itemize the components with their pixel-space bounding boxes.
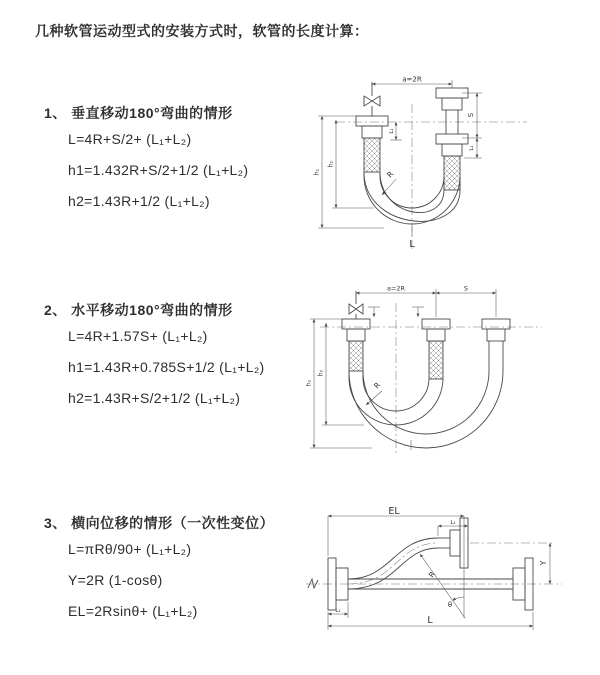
dim-label-l1: L₁ [450,520,456,526]
dim-label-s: S [467,112,475,118]
formula-line: h2=1.43R+1/2 (L₁+L₂) [68,193,210,209]
dimension-lines [328,516,550,630]
section-1-heading: 1、 垂直移动180°弯曲的情形 [44,105,233,121]
dim-label-l: L [427,615,433,626]
diagram-lateral-displacement [300,506,595,656]
dim-label-s: S [463,284,469,293]
formula-line: h1=1.43R+0.785S+1/2 (L₁+L₂) [68,359,265,375]
dim-label-l1: L₁ [335,608,341,614]
section-2-heading: 2、 水平移动180°弯曲的情形 [44,302,233,318]
centerline-break-mark [308,579,318,588]
formula-line: EL=2Rsinθ+ (L₁+L₂) [68,603,198,619]
flange-right [436,88,468,190]
flange-right [482,319,510,341]
valve-icon [349,291,363,319]
formula-line: L=4R+S/2+ (L₁+L₂) [68,131,192,147]
diagram-vertical-180-bend [312,76,587,254]
flange-middle [422,319,450,379]
dim-label-h1: h₁ [313,168,321,176]
section-3-heading: 3、 横向位移的情形（一次性变位） [44,515,275,531]
flange-left [356,116,388,172]
dim-label-y: Y [539,560,548,566]
dim-label-theta: θ [447,601,453,609]
dimension-lines [310,289,496,450]
page-title: 几种软管运动型式的安装方式时，软管的长度计算： [35,23,369,39]
dim-label-a2r: a=2R [386,284,406,293]
dim-label-l: L [409,239,415,250]
dim-label-h1: h₁ [306,379,313,387]
formula-line: h2=1.43R+S/2+1/2 (L₁+L₂) [68,390,241,406]
formula-line: Y=2R (1-cosθ) [68,572,163,588]
formula-line: L=πRθ/90+ (L₁+L₂) [68,541,192,557]
dim-label-h2: h₂ [327,160,335,168]
hose-s-curve [348,538,438,589]
formula-line: L=4R+1.57S+ (L₁+L₂) [68,328,208,344]
valve-icon [364,82,380,116]
dim-label-r: R [385,169,396,180]
dim-label-el: EL [388,506,400,517]
dim-label-r: R [372,380,383,391]
section-3-formulas [68,534,198,627]
section-2-formulas [68,321,265,414]
formula-line: h1=1.432R+S/2+1/2 (L₁+L₂) [68,162,249,178]
dim-label-a2r: a=2R [402,76,422,84]
section-1-formulas [68,124,248,217]
dim-label-l1: L₁ [389,128,395,134]
dim-label-l1: L₁ [469,145,475,151]
dim-label-r: R [426,569,438,580]
diagram-horizontal-180-bend [306,283,596,461]
dim-label-h2: h₂ [317,369,325,377]
hose-u-bends [349,341,503,448]
